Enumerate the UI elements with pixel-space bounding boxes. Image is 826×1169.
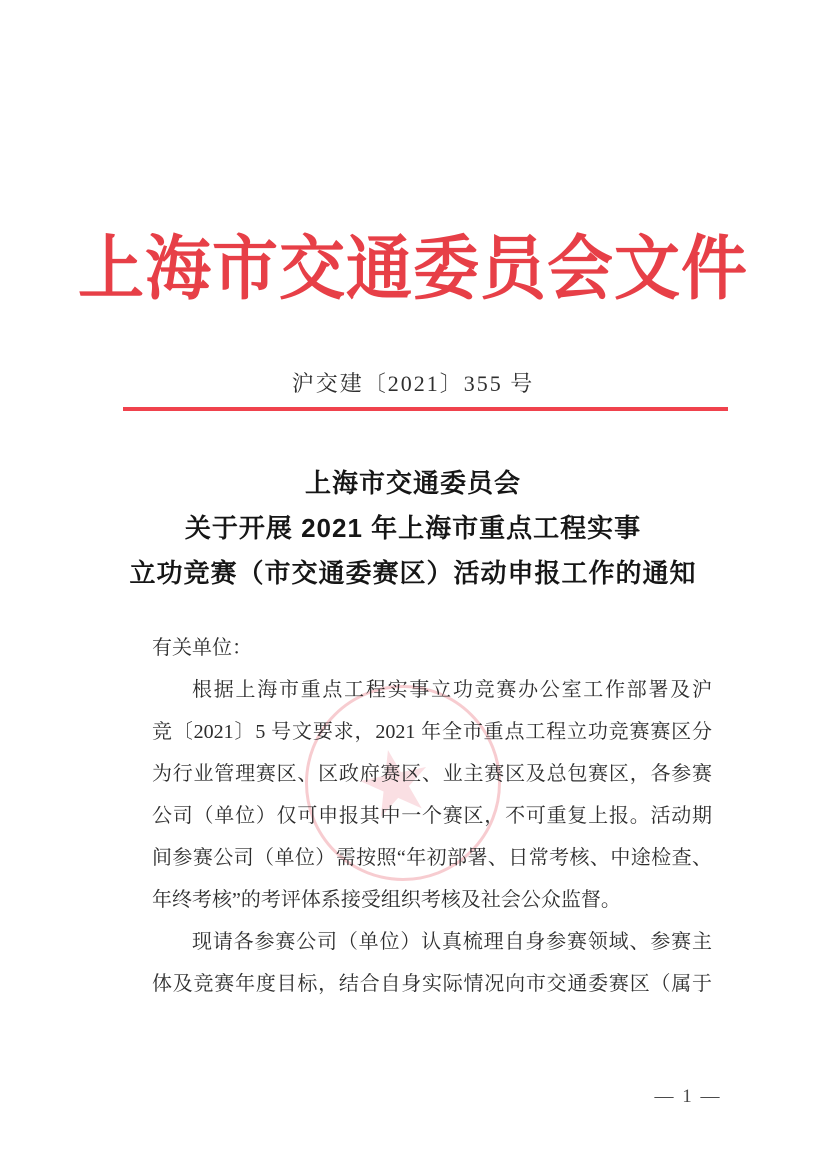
page-number: — 1 — (654, 1086, 722, 1107)
document-title (0, 461, 826, 596)
body-line-salutation: 有关单位： (152, 637, 252, 659)
document-body (152, 627, 712, 1005)
document-title-line: 上海市交通委员会 (304, 468, 521, 498)
body-line: 为行业管理赛区、区政府赛区、业主赛区及总包赛区，各参赛 (152, 763, 712, 785)
document-reference-number: 沪交建〔2021〕355 号 (291, 371, 535, 396)
star-icon: ★ (345, 723, 445, 842)
red-divider-line (123, 407, 728, 411)
body-line: 体及竞赛年度目标，结合自身实际情况向市交通委赛区（属于 (152, 973, 712, 995)
body-line: 现请各参赛公司（单位）认真梳理自身参赛领域、参赛主 (192, 931, 712, 953)
body-line: 公司（单位）仅可申报其中一个赛区，不可重复上报。活动期 (152, 805, 712, 827)
body-line: 间参赛公司（单位）需按照“年初部署、日常考核、中途检查、 (152, 847, 712, 869)
body-line: 竞〔2021〕5 号文要求，2021 年全市重点工程立功竞赛赛区分 (152, 721, 712, 743)
body-line: 根据上海市重点工程实事立功竞赛办公室工作部署及沪 (192, 679, 712, 701)
body-line: 年终考核”的考评体系接受组织考核及社会公众监督。 (152, 889, 621, 911)
letterhead-org-title: 上海市交通委员会文件 (78, 231, 748, 309)
document-title-line: 立功竞赛（市交通委赛区）活动申报工作的通知 (129, 558, 697, 588)
document-title-line: 关于开展 2021 年上海市重点工程实事 (184, 513, 642, 543)
